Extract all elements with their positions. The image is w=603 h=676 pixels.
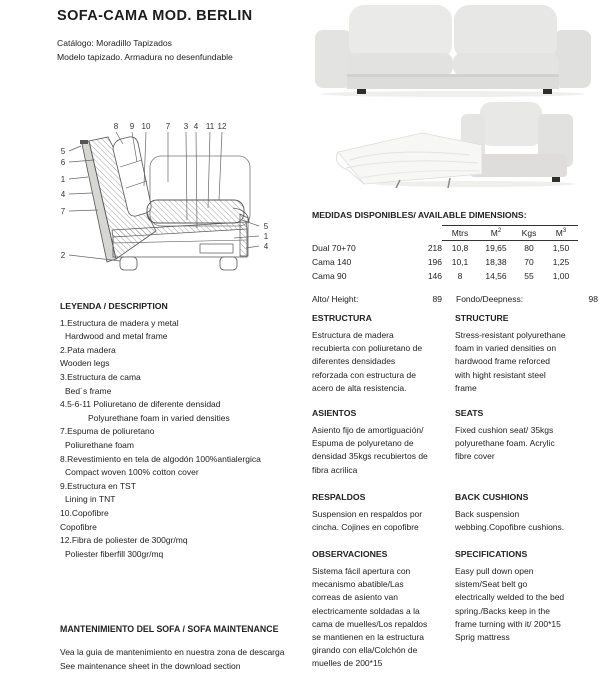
diagram-label: 7 <box>60 207 66 216</box>
depth-value: 98 <box>588 294 598 304</box>
diagram-label: 5 <box>263 222 269 231</box>
diagram-label: 12 <box>217 122 227 131</box>
sofa-cross-section-diagram <box>50 110 305 292</box>
diagram-label: 4 <box>193 122 199 131</box>
section-title-es: RESPALDOS <box>312 492 366 502</box>
col-mtrs: Mtrs <box>442 225 478 241</box>
diagram-label: 8 <box>113 122 119 131</box>
section-body-es: Sistema fácil apertura con mecanismo abatible/Las correas de asiento van electricamente soldadas a la cama de muelles/Los repaldos se mantienen en la estructura girando con ella/Colchón de muelles de 200*15 <box>312 566 428 669</box>
maintenance-line-es: Vea la guia de mantenimiento en nuestra zona de descarga <box>60 647 285 657</box>
diagram-label: 1 <box>263 232 269 241</box>
sofa-open-photo <box>330 100 586 188</box>
section-body-en: Easy pull down open sistem/Seat belt go electrically welded to the bed spring./Backs keep in the frame turning with it/ 200*15 Sprig mattress <box>455 566 565 643</box>
section-body-en: Stress-resistant polyurethane foam in varied densities on hardwood frame reforced with hight resistant steel frame <box>455 330 566 393</box>
sofa-closed-illustration <box>305 2 601 98</box>
maintenance-line-en: See maintenance sheet in the download section <box>60 661 241 671</box>
diagram-label: 2 <box>60 251 66 260</box>
col-kgs: Kgs <box>514 225 544 241</box>
section-body-en: Back suspension webbing.Copofibre cushions. <box>455 509 565 533</box>
legend-item: 2.Pata madera Wooden legs <box>60 344 116 369</box>
diagram-label: 4 <box>263 242 269 251</box>
diagram-label: 11 <box>205 122 215 131</box>
dimensions-heading: MEDIDAS DISPONIBLES/ AVAILABLE DIMENSIONS: <box>312 210 527 220</box>
legend-item: 3.Estructura de cama Bed´s frame <box>60 371 141 396</box>
depth-label: Fondo/Deepness: <box>456 294 524 304</box>
dimension-row: Dual 70+70 218 10,8 19,65 80 1,50 <box>312 243 570 253</box>
section-title-es: ASIENTOS <box>312 408 357 418</box>
dimension-row: Cama 140 196 10,1 18,38 70 1,25 <box>312 257 570 267</box>
legend-item: 7.Espuma de poliuretano Poliurethane foam <box>60 426 155 450</box>
col-m3: $M^3$ <box>544 225 578 241</box>
section-body-es: Asiento fijo de amortiguación/ Espuma de polyuretano de densidad 35kgs recubiertos de fibra acrilica <box>312 425 428 475</box>
section-title-en: BACK CUSHIONS <box>455 492 529 502</box>
maintenance-heading: MANTENIMIENTO DEL SOFA / SOFA MAINTENANCE <box>60 624 279 634</box>
page-title: SOFA-CAMA MOD. BERLIN <box>57 8 253 24</box>
height-label: Alto/ Height: <box>312 294 359 304</box>
diagram-label: 6 <box>60 158 66 167</box>
diagram-label: 3 <box>183 122 189 131</box>
section-title-en: SEATS <box>455 408 484 418</box>
section-title-en: STRUCTURE <box>455 313 509 323</box>
legend-item: 1.Estructura de madera y metal Hardwood and metal frame <box>60 317 179 342</box>
legend-item: 10.Copofibre Copofibre <box>60 507 109 532</box>
cross-section-illustration <box>50 110 305 292</box>
section-title-en: SPECIFICATIONS <box>455 549 528 559</box>
dimensions-header-row <box>312 225 598 241</box>
section-title-es: OBSERVACIONES <box>312 549 388 559</box>
diagram-label: 5 <box>60 147 66 156</box>
legend <box>60 300 318 561</box>
legend-item: 12.Fibra de poliester de 300gr/mq Poliester fiberfill 300gr/mq <box>60 535 188 559</box>
section-body-es: Suspension en respaldos por cincha. Cojines en copofibre <box>312 509 423 533</box>
maintenance-section <box>60 622 360 673</box>
section-structure <box>312 313 600 395</box>
legend-item: 4.5-6-11 Poliuretano de diferente densidad Polyurethane foam in varied densities <box>60 399 230 423</box>
section-body-en: Fixed cushion seat/ 35kgs polyurethane foam. Acrylic fibre cover <box>455 425 555 462</box>
catalog-line: Catálogo: Moradillo Tapizados <box>57 38 172 48</box>
col-m2: $M^2$ <box>478 225 514 241</box>
diagram-label: 1 <box>60 175 66 184</box>
diagram-label: 7 <box>165 122 171 131</box>
legend-item: 8.Revestimiento en tela de algodón 100%antialergica Compact woven 100% cotton cover <box>60 453 261 478</box>
section-body-es: Estructura de madera recubierta con poliuretano de diferentes densidades reforzada con estructura de acero de alta resistencia. <box>312 330 423 393</box>
sofa-open-illustration <box>330 100 586 188</box>
diagram-label: 9 <box>129 122 135 131</box>
sofa-closed-photo <box>305 2 601 98</box>
section-title-es: ESTRUCTURA <box>312 313 372 323</box>
dimensions-table <box>312 210 598 283</box>
height-depth-row <box>312 294 598 304</box>
height-value: 89 <box>432 294 442 304</box>
diagram-label: 10 <box>141 122 151 131</box>
dimension-row: Cama 90 146 8 14,56 55 1,00 <box>312 271 570 281</box>
diagram-label: 4 <box>60 190 66 199</box>
legend-item: 9.Estructura en TST Lining in TNT <box>60 480 136 505</box>
model-line: Modelo tapizado. Armadura no desenfundable <box>57 52 233 62</box>
legend-heading: LEYENDA / DESCRIPTION <box>60 301 168 311</box>
section-seats <box>312 408 600 477</box>
section-backs <box>312 492 600 534</box>
